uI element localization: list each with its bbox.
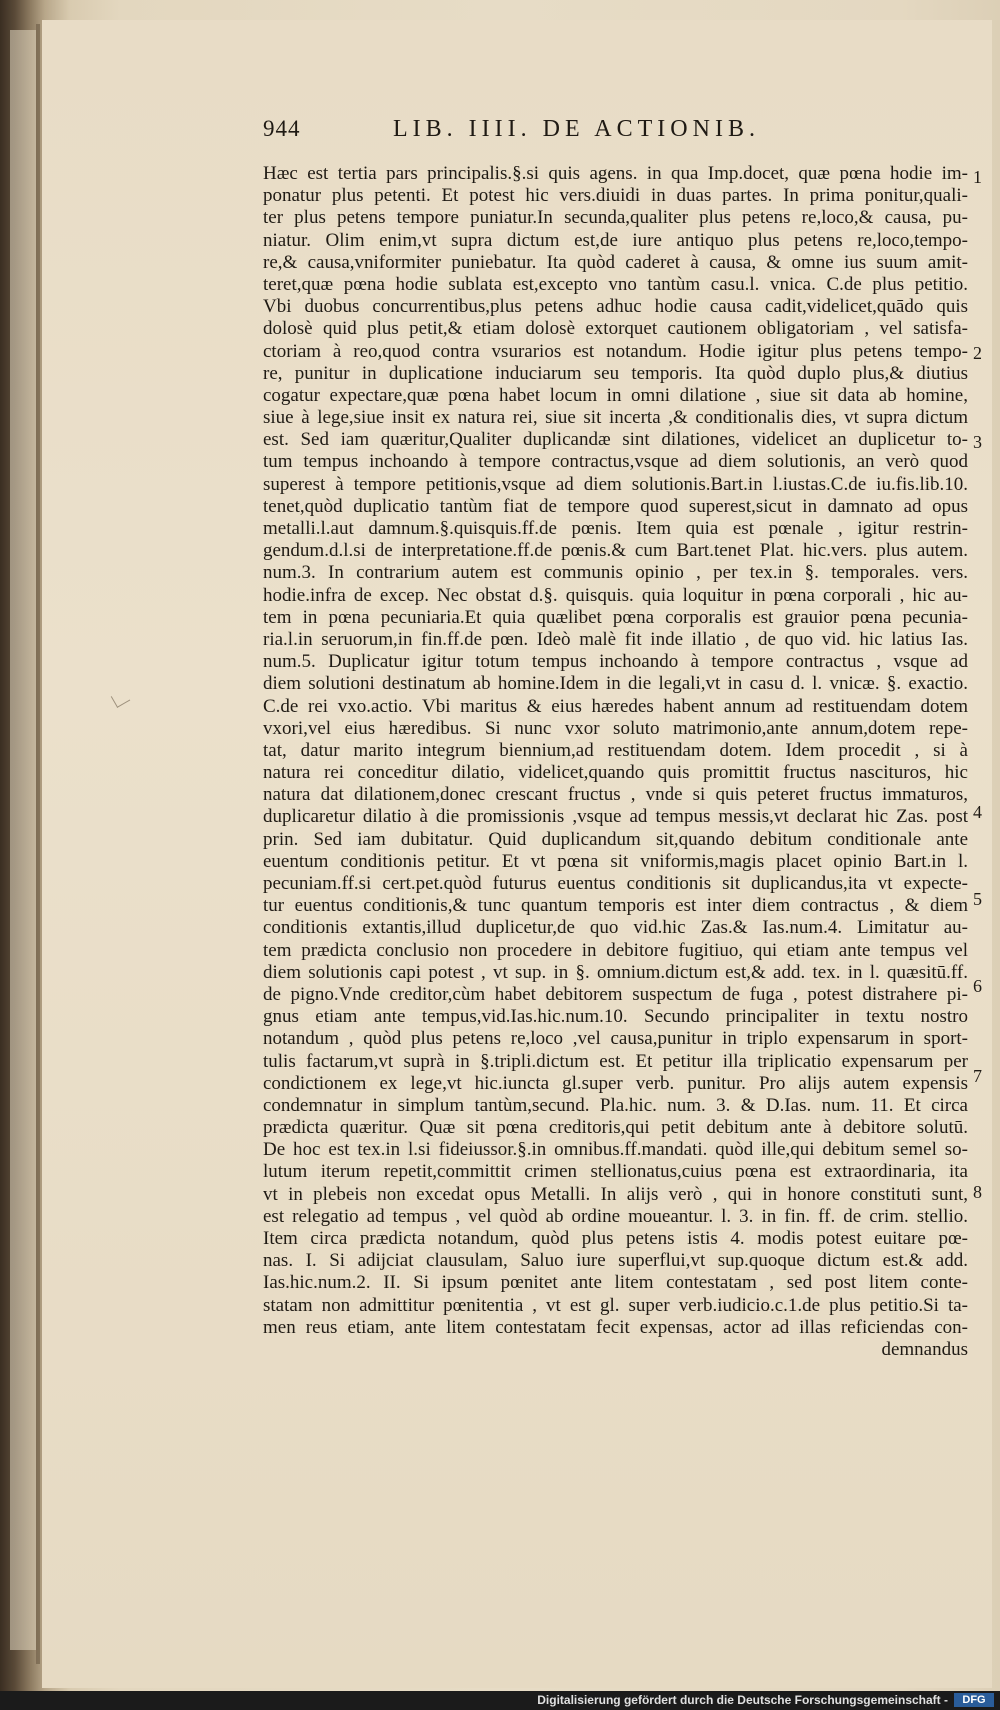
margin-note-number: 1	[973, 167, 982, 187]
dfg-logo: DFG	[954, 1693, 994, 1707]
text-line: re, punitur in duplicatione induciarum seu temporis. Ita quòd duplo plus,& diutius	[263, 362, 968, 384]
margin-note-number: 4	[973, 802, 982, 822]
margin-note-number: 7	[973, 1066, 982, 1086]
text-line: demnandus	[881, 1338, 968, 1360]
text-line: ponatur plus petenti. Et potest hic vers.diuidi in duas partes. In prima ponitur,quali-	[263, 185, 968, 207]
text-line: Ias.hic.num.2. II. Si ipsum pœnitet ante litem contestatam , sed post litem conte-	[263, 1272, 968, 1294]
text-line: C.de rei vxo.actio. Vbi maritus & eius hæredes habent annum ad restituendam dotem	[263, 695, 968, 717]
text-line: ctoriam à reo,quod contra vsurarios est notandum. Hodie igitur plus petens tempo-	[263, 340, 968, 362]
text-line: tat, datur marito integrum biennium,ad restituendam dotem. Idem procedit , si à	[263, 739, 968, 761]
page-gutter-shadow	[36, 24, 40, 1664]
text-line: condictionem ex lege,vt hic.iuncta gl.super verb. punitur. Pro alijs autem expensis	[263, 1072, 968, 1094]
text-line: est relegatio ad tempus , vel quòd ab ordine moueantur. l. 3. in fin. ff. de crim. stellio.	[263, 1205, 968, 1227]
margin-note-number: 5	[973, 889, 982, 909]
margin-note-number: 6	[973, 976, 982, 996]
text-line: natura rei conceditur dilatio, videlicet,quando quis promittit fructus nascituros, hic	[263, 762, 968, 784]
text-line: gendum.d.l.si de interpretatione.ff.de pœnis.& cum Bart.tenet Plat. hic.vers. plus autem.	[263, 540, 968, 562]
text-line: hodie.infra de excep. Nec obstat d.§. quisquis. quia loquitur in pœna corporali , hic au-	[263, 584, 968, 606]
text-line: siue à lege,siue insit ex natura rei, siue sit incerta ,& conditionalis dies, vt supra dictum	[263, 407, 968, 429]
text-line: lutum iterum repetit,committit crimen stellionatus,cuius pœna est extraordinaria, ita	[263, 1161, 968, 1183]
running-title: LIB. IIII. DE ACTIONIB.	[393, 116, 760, 142]
footer-credit: Digitalisierung gefördert durch die Deutsche Forschungsgemeinschaft -	[537, 1693, 948, 1707]
text-line: euentum conditionis petitur. Et vt pœna sit vniformis,magis placet opinio Bart.in l.	[263, 850, 968, 872]
text-line: re,& causa,vniformiter puniebatur. Ita quòd caderet à causa, & omne ius suum amit-	[263, 251, 968, 273]
text-line: pecuniam.ff.si cert.pet.quòd futurus euentus conditionis sit duplicandus,ita vt expecte-	[263, 873, 968, 894]
text-line: diem solutioni destinatum ab homine.Idem in die legali,vt in casu d. l. vnicæ. §. exactio.	[263, 673, 968, 695]
text-line: num.5. Duplicatur igitur totum tempus inchoando à tempore contractus , vsque ad	[263, 651, 968, 673]
text-line: cogatur expectare,quæ pœna habet locum in omni dilatione , siue sit data ab homine,	[263, 384, 968, 406]
page-number: 944	[263, 116, 301, 141]
text-line: natura dat dilationem,donec crescant fructus , vnde si quis peteret fructus immaturos,	[263, 784, 968, 806]
text-line: ter plus petens tempore puniatur.In secunda,qualiter plus petens re,loco,& causa, pu-	[263, 207, 968, 229]
book-fore-edge	[10, 30, 36, 1650]
text-line: tem in pœna pecuniaria.Et quia quælibet pœna corporalis est grauior pœna pecunia-	[263, 606, 968, 628]
text-line: teret,quæ pœna hodie sublata est,excepto vno tantùm casu.l. vnica. C.de plus petitio.	[263, 273, 968, 295]
text-line: nas. I. Si adijciat clausulam, Saluo iure superflui,vt sup.quoque dictum est.& add.	[263, 1250, 968, 1272]
text-line: tum tempus inchoando à tempore contractus,vsque ad diem solutionis, an verò quod	[263, 451, 968, 473]
margin-note-number: 8	[973, 1182, 982, 1202]
text-line: Hæc est tertia pars principalis.§.si quis agens. in qua Imp.docet, quæ pœna hodie im-	[263, 163, 968, 184]
text-line: men reus etiam, ante litem contestatam fecit expensas, actor ad illas reficiendas con-	[263, 1316, 968, 1338]
text-line: de pigno.Vnde creditor,cùm habet debitorem suspectum de fuga , potest distrahere pi-	[263, 983, 968, 1005]
text-line: condemnatur in simplum tantùm,secund. Pla.hic. num. 3. & D.Ias. num. 11. Et circa	[263, 1094, 968, 1116]
text-line: statam non admittitur pœnitentia , vt est gl. super verb.iudicio.c.1.de plus petitio.Si ta-	[263, 1294, 968, 1316]
margin-note-number: 3	[973, 432, 982, 452]
text-line: De hoc est tex.in l.si fideiussor.§.in omnibus.ff.mandati. quòd ille,qui debitum semel so-	[263, 1139, 968, 1161]
text-line: est. Sed iam quæritur,Qualiter duplicandæ sint dilationes, videlicet an duplicetur to-	[263, 429, 968, 451]
text-line: vxori,vel eius hæredibus. Si nunc vxor soluto matrimonio,ante annum,dotem repe-	[263, 717, 968, 739]
page-header	[263, 116, 983, 156]
text-line: prædicta quæritur. Quæ sit pœna creditoris,qui petit debitum ante à debitore solutū.	[263, 1117, 968, 1139]
text-line: niatur. Olim enim,vt supra dictum est,de iure antiquo plus petens re,loco,tempo-	[263, 229, 968, 251]
text-line: vt in plebeis non excedat opus Metalli. In alijs verò , qui in honore constituti sunt,	[263, 1183, 968, 1205]
text-line: num.3. In contrarium autem est communis opinio , per tex.in §. temporales. vers.	[263, 562, 968, 584]
text-line: tur euentus conditionis,& tunc quantum temporis est inter diem contractus , & diem	[263, 895, 968, 917]
text-line: duplicaretur dilatio à die promissionis ,vsque ad tempus messis,vt declarat hic Zas. post	[263, 806, 968, 828]
text-line: metalli.l.aut damnum.§.quisquis.ff.de pœnis. Item quia est pœnale , igitur restrin-	[263, 518, 968, 539]
margin-note-number: 2	[973, 343, 982, 363]
text-line: superest à tempore petitionis,vsque ad diem solutionis.Bart.in l.iustas.C.de iu.fis.lib.10.	[263, 473, 968, 495]
text-line: tem prædicta conclusio non procedere in debitore fugitiuo, qui etiam ante tempus vel	[263, 939, 968, 961]
text-line: gnus etiam ante tempus,vid.Ias.hic.num.10. Secundo principaliter in textu nostro	[263, 1006, 968, 1028]
text-line: diem solutionis capi potest , vt sup. in §. omnium.dictum est,& add. tex. in l. quæsitū.ff.	[263, 961, 968, 983]
text-line: Vbi duobus concurrentibus,plus petens adhuc hodie causa cadit,videlicet,quādo quis	[263, 296, 968, 318]
digitization-footer	[0, 1691, 1000, 1710]
text-line: dolosè quid plus petit,& etiam dolosè extorquet cautionem obligatoriam , vel satisfa-	[263, 318, 968, 340]
body-text	[263, 163, 968, 1361]
text-line: prin. Sed iam dubitatur. Quid duplicandum sit,quando debitum conditionale ante	[263, 828, 968, 850]
text-line: tulis factarum,vt suprà in §.tripli.dictum est. Et petitur illa triplicatio expensarum per	[263, 1050, 968, 1072]
text-line: tenet,quòd duplicatio tantùm fiat de tempore quod superest,sicut in damnato ad opus	[263, 495, 968, 517]
text-line: Item circa prædicta notandum, quòd plus petens istis 4. modis potest euitare pœ-	[263, 1228, 968, 1249]
text-line: ria.l.in seruorum,in fin.ff.de pœn. Ideò malè fit inde illatio , de quo vid. hic latius Ias.	[263, 628, 968, 650]
text-line: notandum , quòd plus petens re,loco ,vel causa,punitur in triplo expensarum in sport-	[263, 1028, 968, 1050]
text-line: conditionis extantis,illud duplicetur,de quo vid.hic Zas.& Ias.num.4. Limitatur au-	[263, 917, 968, 939]
